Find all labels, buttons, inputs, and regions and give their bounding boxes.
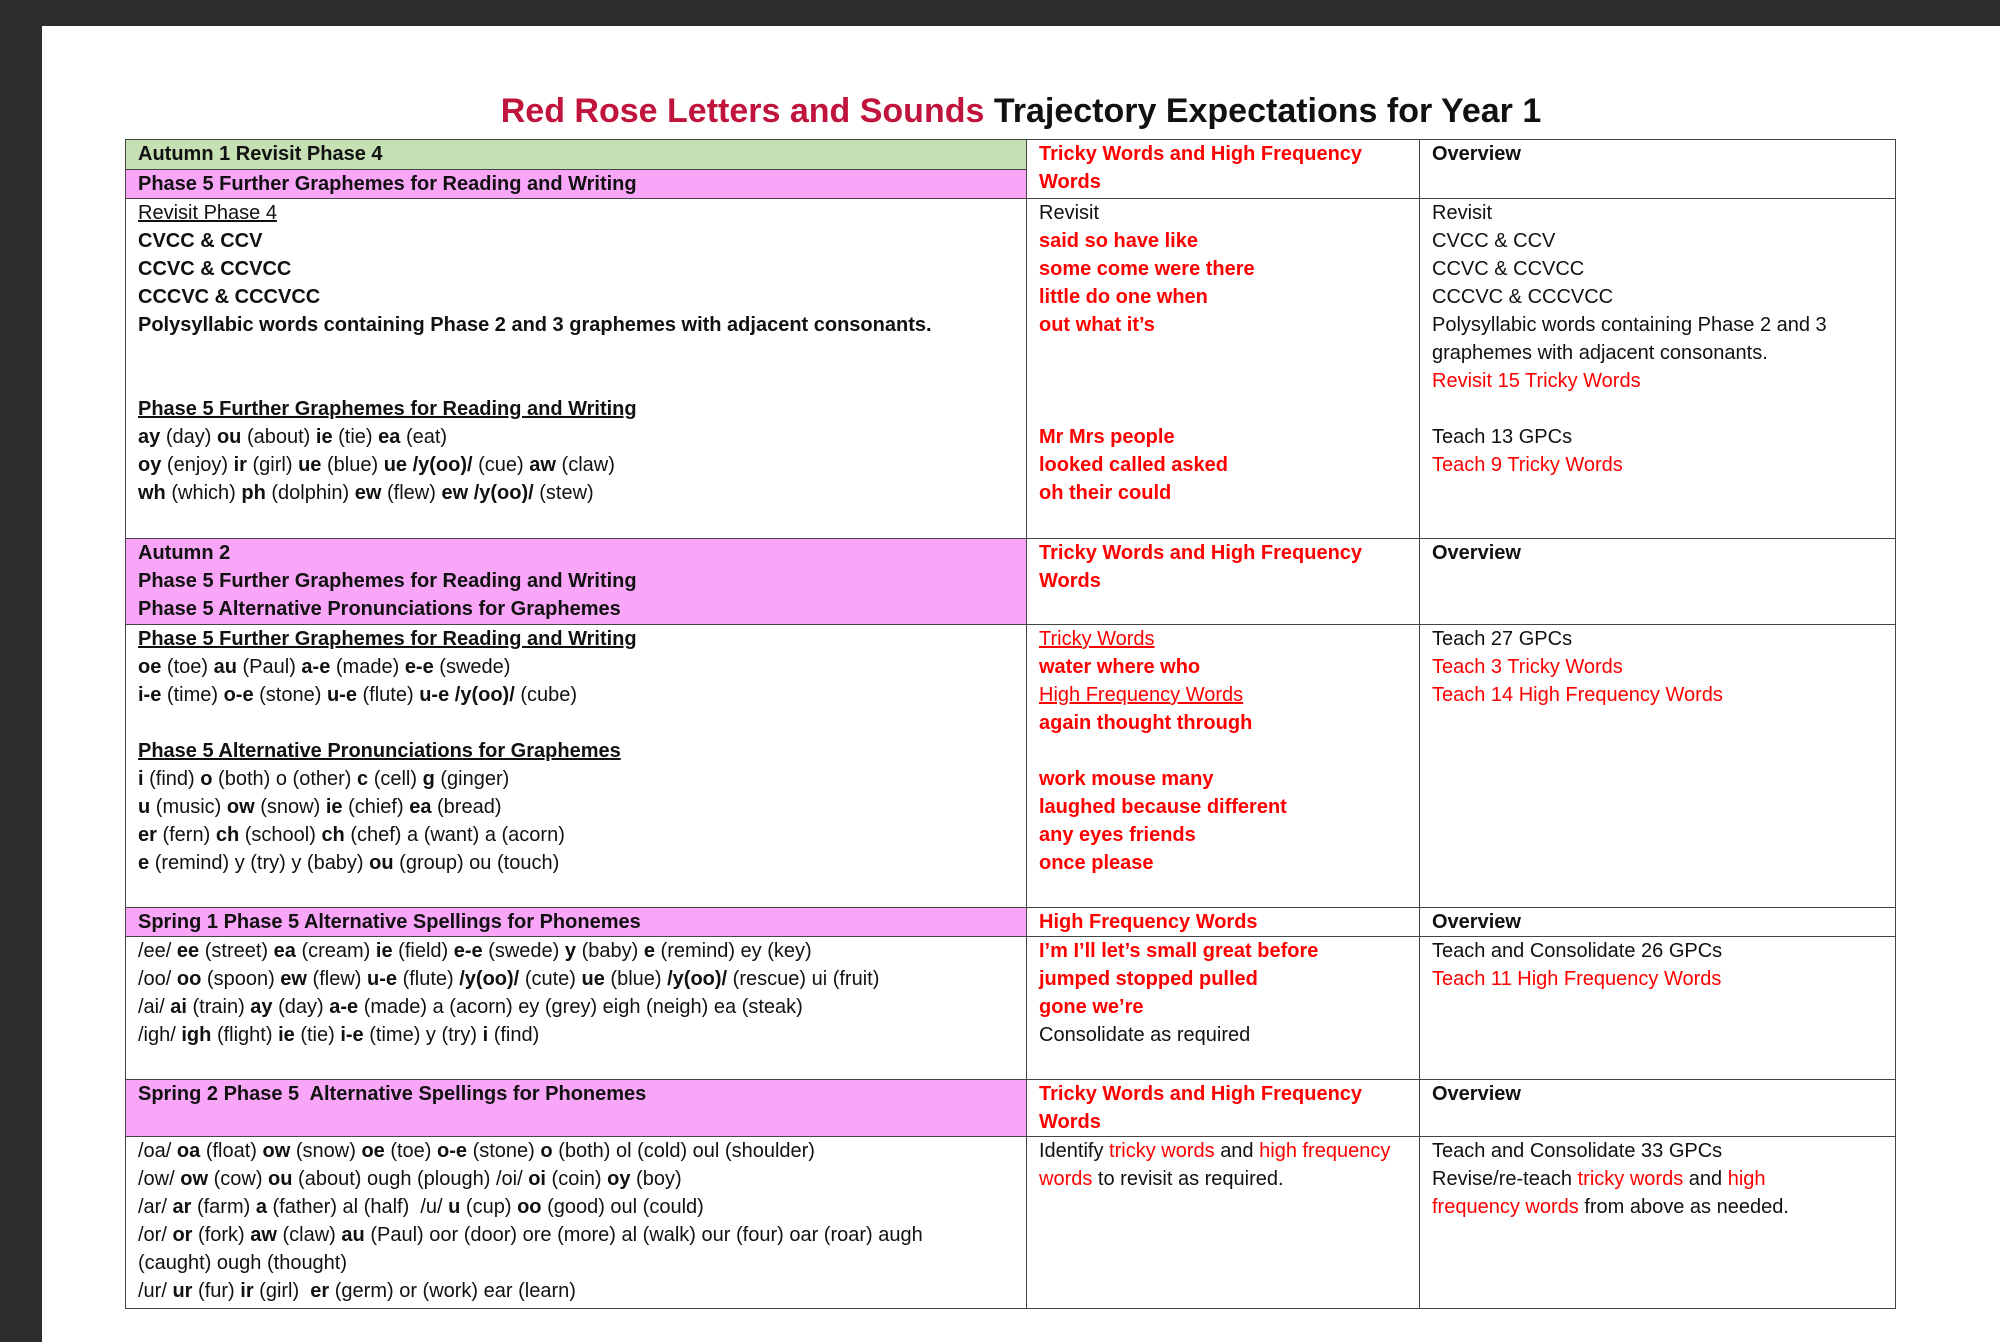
spring1-body-row [126, 937, 1896, 1080]
autumn2-words [1027, 625, 1420, 908]
overview-line: Teach 3 Tricky Words [1432, 656, 1623, 678]
spring2-overview [1420, 1137, 1896, 1309]
word-line: any eyes friends [1039, 824, 1196, 846]
autumn2-content [126, 625, 1027, 908]
word-line: some come were there [1039, 258, 1255, 280]
autumn2-head-cell [126, 539, 1027, 625]
overview-line: Teach 14 High Frequency Words [1432, 684, 1723, 706]
word-line: oh their could [1039, 482, 1172, 504]
word-line: out what it’s [1039, 314, 1155, 336]
word-line: I’m I’ll let’s small great before [1039, 940, 1319, 962]
spring1-words [1027, 937, 1420, 1080]
overview-line: CCCVC & CCCVCC [1432, 286, 1614, 308]
spring2-body-row [126, 1137, 1896, 1309]
word-line: laughed because different [1039, 796, 1287, 818]
document-page [42, 26, 2000, 1342]
trajectory-table [125, 139, 1896, 1309]
autumn1-text: CVCC & CCV [138, 230, 263, 252]
spelling-line: /ee/ ee (street) ea (cream) ie (field) e-e (swede) y (baby) e (remind) ey (key) [138, 940, 812, 962]
spring2-head-cell [126, 1080, 1027, 1137]
overview-line: Teach 9 Tricky Words [1432, 454, 1623, 476]
word-line: looked called asked [1039, 454, 1228, 476]
autumn1-text: Polysyllabic words containing Phase 2 and 3 graphemes with adjacent consonants. [138, 314, 932, 336]
autumn1-text: Revisit Phase 4 [138, 202, 277, 224]
spring2-heading: Spring 2 Phase 5 Alternative Spellings for Phonemes [138, 1083, 647, 1105]
word-line: High Frequency Words [1039, 684, 1244, 706]
autumn1-heading: Autumn 1 Revisit Phase 4 [126, 140, 1026, 170]
page-title [42, 92, 2000, 131]
spring2-col2-heading: Tricky Words and High Frequency Words [1027, 1080, 1420, 1137]
overview-line: Teach and Consolidate 33 GPCs [1432, 1140, 1723, 1162]
autumn1-overview [1420, 199, 1896, 539]
spelling-line: /ur/ ur (fur) ir (girl) er (germ) or (work) ear (learn) [138, 1280, 576, 1302]
title-rest: Trajectory Expectations for Year 1 [993, 92, 1542, 130]
autumn2-subheading: Phase 5 Alternative Pronunciations for Graphemes [138, 598, 621, 620]
word-line: Mr Mrs people [1039, 426, 1175, 448]
word-line: Tricky Words [1039, 628, 1155, 650]
autumn1-content [126, 199, 1027, 539]
autumn2-subheading: Phase 5 Further Graphemes for Reading and Writing [138, 570, 637, 592]
word-line: work mouse many [1039, 768, 1214, 790]
overview-line: Revisit 15 Tricky Words [1432, 370, 1641, 392]
title-brand: Red Rose Letters and Sounds [500, 92, 985, 130]
autumn2-header-row [126, 539, 1896, 625]
autumn2-heading: Autumn 2 [138, 542, 231, 564]
spelling-line: /oa/ oa (float) ow (snow) oe (toe) o-e (stone) o (both) ol (cold) oul (shoulder) [138, 1140, 815, 1162]
autumn1-text: CCCVC & CCCVCC [138, 286, 321, 308]
overview-line: Teach 11 High Frequency Words [1432, 968, 1722, 990]
word-line: said so have like [1039, 230, 1198, 252]
spelling-line: /ar/ ar (farm) a (father) al (half) /u/ u (cup) oo (good) oul (could) [138, 1196, 704, 1218]
autumn2-subheading-text: Phase 5 Further Graphemes for Reading and Writing [138, 628, 637, 650]
autumn1-words [1027, 199, 1420, 539]
autumn1-head-cell [126, 140, 1027, 199]
word-line: gone we’re [1039, 996, 1144, 1018]
spring2-header-row [126, 1080, 1896, 1137]
spring2-col3-heading: Overview [1420, 1080, 1896, 1137]
overview-line: Revisit [1432, 202, 1493, 224]
autumn2-subheading-text: Phase 5 Alternative Pronunciations for Graphemes [138, 740, 621, 762]
overview-line: Polysyllabic words containing Phase 2 and 3 graphemes with adjacent consonants. [1432, 314, 1827, 364]
word-line: Identify tricky words and high frequency words to revisit as required. [1039, 1140, 1391, 1190]
overview-line: Teach 27 GPCs [1432, 628, 1573, 650]
spring1-overview [1420, 937, 1896, 1080]
autumn2-col3-heading: Overview [1420, 539, 1896, 625]
spring1-content [126, 937, 1027, 1080]
spelling-line: /oo/ oo (spoon) ew (flew) u-e (flute) /y(oo)/ (cute) ue (blue) /y(oo)/ (rescue) ui (fruit) [138, 968, 880, 990]
word-line: water where who [1039, 656, 1201, 678]
spelling-line: (caught) ough (thought) [138, 1252, 348, 1274]
spelling-line: /ow/ ow (cow) ou (about) ough (plough) /oi/ oi (coin) oy (boy) [138, 1168, 682, 1190]
word-line: little do one when [1039, 286, 1208, 308]
grapheme-line: ay (day) ou (about) ie (tie) ea (eat) [138, 426, 448, 448]
spelling-line: /or/ or (fork) aw (claw) au (Paul) oor (door) ore (more) al (walk) our (four) oar (roar) augh [138, 1224, 923, 1246]
word-line: Consolidate as required [1039, 1024, 1251, 1046]
autumn1-subheading-text: Phase 5 Further Graphemes for Reading and Writing [138, 398, 637, 420]
spelling-line: /ai/ ai (train) ay (day) a-e (made) a (acorn) ey (grey) eigh (neigh) ea (steak) [138, 996, 803, 1018]
pronunciation-line: er (fern) ch (school) ch (chef) a (want) a (acorn) [138, 824, 565, 846]
spring1-header-row [126, 908, 1896, 937]
spring1-col3-heading: Overview [1420, 908, 1896, 937]
autumn1-col3-heading: Overview [1420, 140, 1896, 199]
autumn2-overview [1420, 625, 1896, 908]
spring2-words [1027, 1137, 1420, 1309]
autumn1-header-row [126, 140, 1896, 199]
overview-line: Revise/re-teach tricky words and high frequency words from above as needed. [1432, 1168, 1789, 1218]
autumn2-col2-heading: Tricky Words and High Frequency Words [1027, 539, 1420, 625]
overview-line: Teach and Consolidate 26 GPCs [1432, 940, 1723, 962]
pronunciation-line: e (remind) y (try) y (baby) ou (group) ou (touch) [138, 852, 560, 874]
word-line: once please [1039, 852, 1154, 874]
word-line: again thought through [1039, 712, 1253, 734]
grapheme-line: i-e (time) o-e (stone) u-e (flute) u-e /y(oo)/ (cube) [138, 684, 578, 706]
pronunciation-line: u (music) ow (snow) ie (chief) ea (bread) [138, 796, 502, 818]
overview-line: CVCC & CCV [1432, 230, 1556, 252]
grapheme-line: wh (which) ph (dolphin) ew (flew) ew /y(oo)/ (stew) [138, 482, 594, 504]
word-line: jumped stopped pulled [1039, 968, 1258, 990]
autumn1-text: CCVC & CCVCC [138, 258, 292, 280]
word-line: Revisit [1039, 202, 1100, 224]
autumn1-col2-heading: Tricky Words and High Frequency Words [1027, 140, 1420, 199]
spelling-line: /igh/ igh (flight) ie (tie) i-e (time) y (try) i (find) [138, 1024, 540, 1046]
autumn1-subheading: Phase 5 Further Graphemes for Reading and Writing [126, 170, 1026, 198]
grapheme-line: oy (enjoy) ir (girl) ue (blue) ue /y(oo)/ (cue) aw (claw) [138, 454, 615, 476]
overview-line: CCVC & CCVCC [1432, 258, 1585, 280]
overview-line: Teach 13 GPCs [1432, 426, 1573, 448]
spring1-col2-heading: High Frequency Words [1027, 908, 1420, 937]
autumn2-body-row [126, 625, 1896, 908]
pronunciation-line: i (find) o (both) o (other) c (cell) g (ginger) [138, 768, 510, 790]
spring1-head-cell: Spring 1 Phase 5 Alternative Spellings for Phonemes [126, 908, 1027, 937]
grapheme-line: oe (toe) au (Paul) a-e (made) e-e (swede) [138, 656, 511, 678]
autumn1-body-row [126, 199, 1896, 539]
spring2-content [126, 1137, 1027, 1309]
